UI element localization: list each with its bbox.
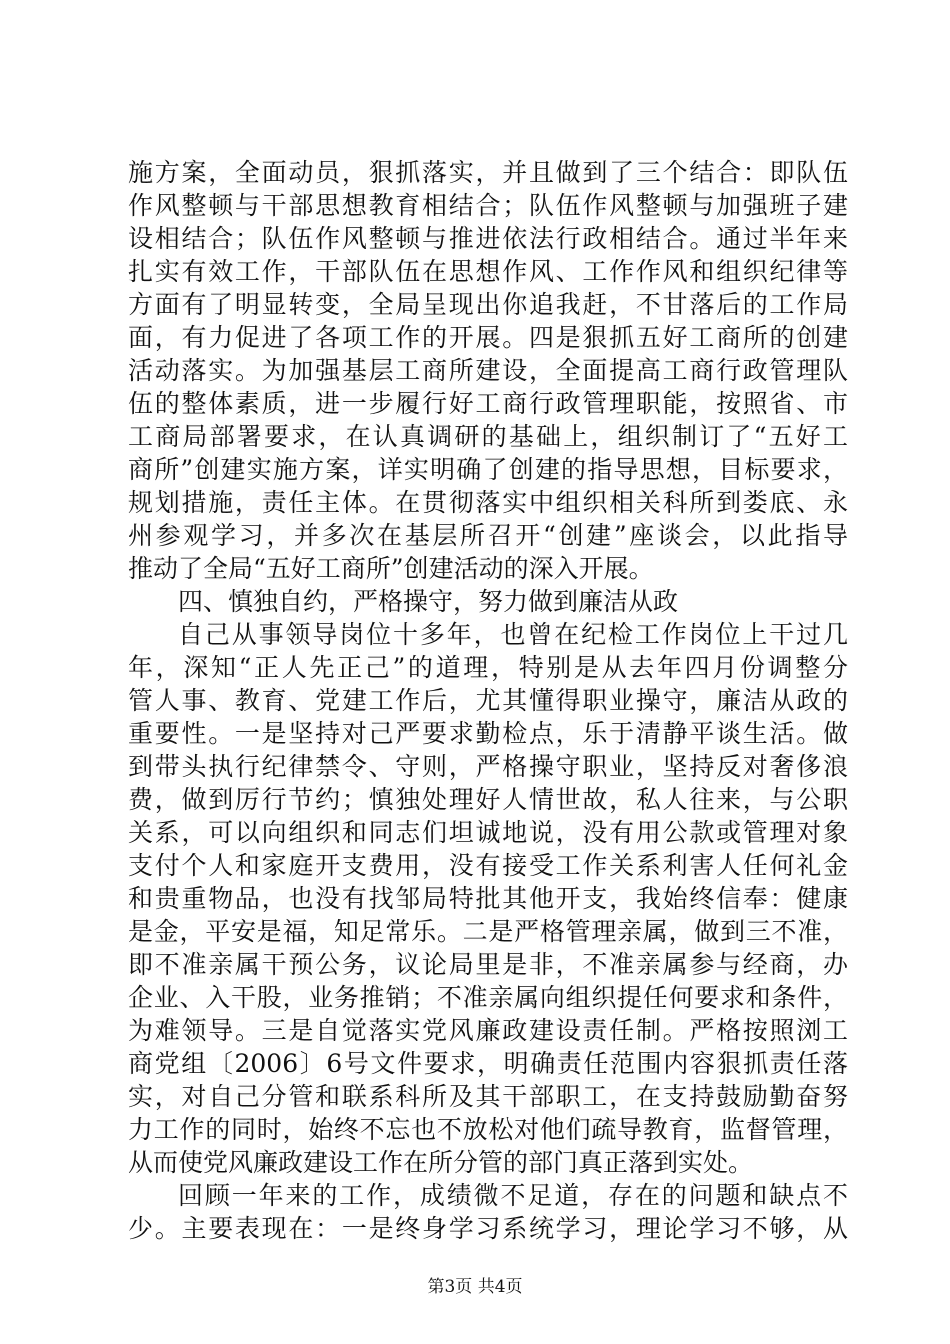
text-line: 自己从事领导岗位十多年，也曾在纪检工作岗位上干过几 [178,620,848,649]
text-line: 面，有力促进了各项工作的开展。四是狠抓五好工商所的创建 [128,323,848,352]
text-line: 为难领导。三是自觉落实党风廉政建设责任制。严格按照浏工 [128,1016,848,1045]
text-line: 回顾一年来的工作，成绩微不足道，存在的问题和缺点不 [178,1181,848,1210]
text-line: 重要性。一是坚持对己严要求勤检点，乐于清静平谈生活。做 [128,719,848,748]
text-line: 管人事、教育、党建工作后，尤其懂得职业操守，廉洁从政的 [128,686,848,715]
text-line: 费，做到厉行节约；慎独处理好人情世故，私人往来，与公职 [128,785,848,814]
text-line: 从而使党风廉政建设工作在所分管的部门真正落到实处。 [128,1148,754,1177]
text-line: 关系，可以向组织和同志们坦诚地说，没有用公款或管理对象 [128,818,848,847]
text-line: 实，对自己分管和联系科所及其干部职工，在支持鼓励勤奋努 [128,1082,848,1111]
text-line: 扎实有效工作，干部队伍在思想作风、工作作风和组织纪律等 [128,257,848,286]
text-line: 规划措施，责任主体。在贯彻落实中组织相关科所到娄底、永 [128,488,848,517]
text-line: 推动了全局“五好工商所”创建活动的深入开展。 [128,554,654,583]
text-line: 工商局部署要求，在认真调研的基础上，组织制订了“五好工 [128,422,848,451]
text-line: 力工作的同时，始终不忘也不放松对他们疏导教育，监督管理， [128,1115,848,1144]
text-line: 年，深知“正人先正己”的道理，特别是从去年四月份调整分 [128,653,848,682]
text-line: 是金，平安是福，知足常乐。二是严格管理亲属，做到三不准， [128,917,848,946]
page-footer: 第3页 共4页 [427,1277,523,1297]
text-line: 伍的整体素质，进一步履行好工商行政管理职能，按照省、市 [128,389,848,418]
text-line: 作风整顿与干部思想教育相结合；队伍作风整顿与加强班子建 [128,191,848,220]
text-line: 即不准亲属干预公务，议论局里是非，不准亲属参与经商，办 [128,950,848,979]
text-line: 方面有了明显转变，全局呈现出你追我赶，不甘落后的工作局 [128,290,848,319]
body-text [128,156,848,1245]
text-line: 到带头执行纪律禁令、守则，严格操守职业，坚持反对奢侈浪 [128,752,848,781]
section-heading: 四、慎独自约，严格操守，努力做到廉洁从政 [178,587,679,616]
text-line: 商所”创建实施方案，详实明确了创建的指导思想，目标要求， [128,455,848,484]
text-line: 设相结合；队伍作风整顿与推进依法行政相结合。通过半年来 [128,224,848,253]
text-line: 支付个人和家庭开支费用，没有接受工作关系利害人任何礼金 [128,851,848,880]
text-line: 少。主要表现在：一是终身学习系统学习，理论学习不够，从 [128,1214,848,1243]
text-line: 州参观学习，并多次在基层所召开“创建”座谈会，以此指导 [128,521,848,550]
text-line: 施方案，全面动员，狠抓落实，并且做到了三个结合：即队伍 [128,158,848,187]
text-line: 企业、入干股，业务推销；不准亲属向组织提任何要求和条件， [128,983,848,1012]
text-line: 活动落实。为加强基层工商所建设，全面提高工商行政管理队 [128,356,848,385]
text-line: 商党组〔2006〕6号文件要求，明确责任范围内容狠抓责任落 [128,1049,848,1078]
text-line: 和贵重物品，也没有找邹局特批其他开支，我始终信奉：健康 [128,884,848,913]
